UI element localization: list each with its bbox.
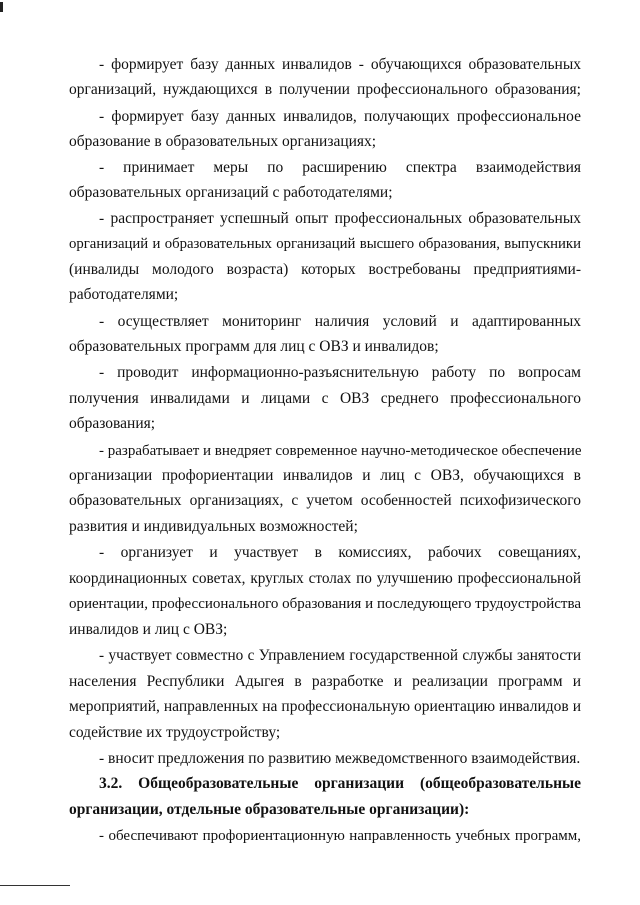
text-line: населения Республики Адыгея в разработке и реализации программ и <box>69 673 581 690</box>
text-line: - разрабатывает и внедряет современное научно-методическое обеспечение <box>99 443 582 459</box>
text-line: - организует и участвует в комиссиях, рабочих совещаниях, <box>99 544 581 561</box>
text-line: образование в образовательных организациях; <box>69 133 377 150</box>
section-heading: 3.2. Общеобразовательные организации (общеобразовательные <box>99 775 581 792</box>
text-line: содействие их трудоустройству; <box>69 724 281 741</box>
text-line: образовательных организаций с работодателями; <box>69 184 393 201</box>
text-line: - проводит информационно-разъяснительную работу по вопросам <box>99 364 581 381</box>
text-line: образования; <box>69 415 156 432</box>
section-heading-continued: организации, отдельные образовательные организации): <box>69 801 470 818</box>
text-line: - формирует базу данных инвалидов, получающих профессиональное <box>99 108 581 125</box>
text-line: организаций, нуждающихся в получении профессионального образования; <box>69 81 581 98</box>
text-line: получения инвалидами и лицами с ОВЗ среднего профессионального <box>69 390 581 407</box>
text-line: образовательных программ для лиц с ОВЗ и инвалидов; <box>69 338 439 355</box>
text-line: организаций и образовательных организаций высшего образования, выпускники <box>69 236 581 252</box>
scan-edge-mark <box>0 2 3 12</box>
text-line: - осуществляет мониторинг наличия условий и адаптированных <box>99 313 581 330</box>
text-line: - распространяет успешный опыт профессиональных образовательных <box>99 210 581 227</box>
text-line: - обеспечивают профориентационную направленность учебных программ, <box>99 828 581 844</box>
text-line: - формирует базу данных инвалидов - обучающихся образовательных <box>99 56 581 73</box>
text-line: - вносит предложения по развитию межведомственного взаимодействия. <box>99 750 581 767</box>
text-line: работодателями; <box>69 286 179 303</box>
text-line: - принимает меры по расширению спектра взаимодействия <box>99 159 581 176</box>
text-line: ориентации, профессионального образования и последующего трудоустройства <box>69 596 581 612</box>
text-line: мероприятий, направленных на профессиональную ориентацию инвалидов и <box>69 698 581 715</box>
text-line: инвалидов и лиц с ОВЗ; <box>69 621 228 638</box>
footer-rule <box>0 885 70 886</box>
text-line: развития и индивидуальных возможностей; <box>69 518 358 535</box>
text-line: образовательных организациях, с учетом особенностей психофизического <box>69 492 581 509</box>
text-line: - участвует совместно с Управлением государственной службы занятости <box>99 647 581 664</box>
text-line: организации профориентации инвалидов и лиц с ОВЗ, обучающихся в <box>69 467 581 484</box>
text-line: (инвалиды молодого возраста) которых востребованы предприятиями- <box>69 261 581 278</box>
text-line: координационных советах, круглых столах по улучшению профессиональной <box>69 570 581 587</box>
